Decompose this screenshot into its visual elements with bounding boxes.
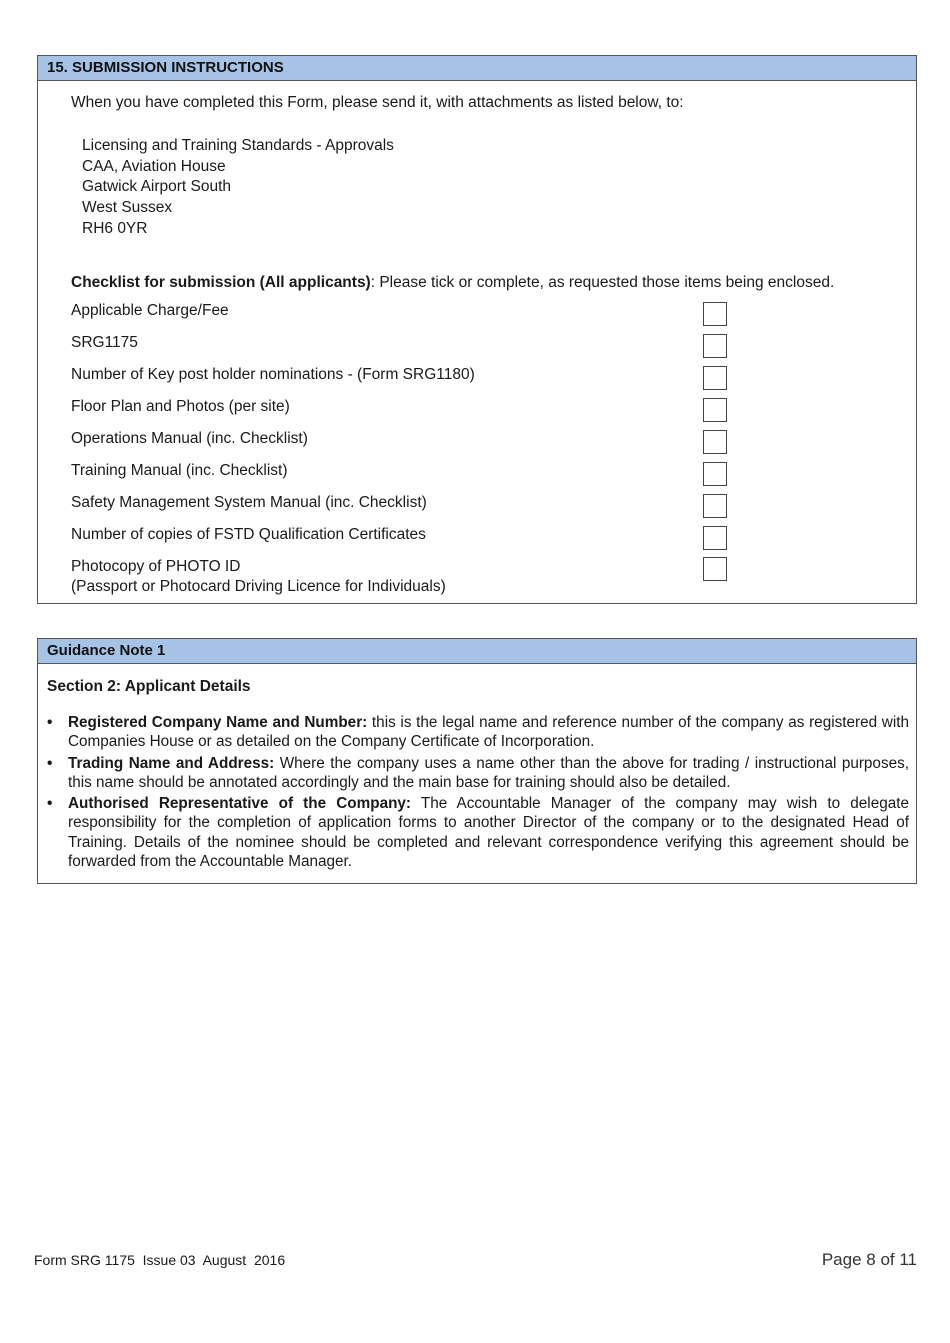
form-reference: Form SRG 1175 Issue 03 August 2016 <box>34 1252 286 1268</box>
postal-address <box>82 136 394 240</box>
checkbox-photo-id[interactable] <box>703 557 727 581</box>
guidance-note-section <box>37 638 917 884</box>
bullet-term: Registered Company Name and Number: <box>68 714 368 731</box>
guidance-bullet-item <box>47 754 909 793</box>
checkbox-operations-manual[interactable] <box>703 430 727 454</box>
checkbox-floor-plan[interactable] <box>703 398 727 422</box>
checklist-item-sublabel: (Passport or Photocard Driving Licence for Individuals) <box>71 577 446 595</box>
bullet-term: Authorised Representative of the Company: <box>68 795 412 813</box>
checklist-heading-rest: : Please tick or complete, as requested those items being enclosed. <box>370 274 835 291</box>
bullet-icon: • <box>47 795 53 813</box>
checkbox-fstd-certificates[interactable] <box>703 526 727 550</box>
checkbox-charge-fee[interactable] <box>703 302 727 326</box>
address-line: CAA, Aviation House <box>82 157 226 175</box>
checklist-item-photo-id <box>71 557 446 596</box>
address-line: Licensing and Training Standards - Approvals <box>82 137 394 154</box>
checklist-item-charge-fee <box>71 301 229 321</box>
checkbox-training-manual[interactable] <box>703 462 727 486</box>
guidance-section-heading: Section 2: Applicant Details <box>47 678 251 695</box>
checklist-item-label: Safety Management System Manual (inc. Checklist) <box>71 494 427 511</box>
bullet-icon: • <box>47 714 53 731</box>
page-number: Page 8 of 11 <box>821 1250 917 1269</box>
checkbox-key-post-holders[interactable] <box>703 366 727 390</box>
bullet-text: Where the company uses a name other than the above for trading / instructional purposes, this name should be annotated accordingly and the main base for training should also be detailed. <box>68 754 909 791</box>
address-line: Gatwick Airport South <box>82 178 232 196</box>
submission-instructions-section <box>37 55 917 604</box>
bullet-text: this is the legal name and reference number of the company as registered with Companies House or as detailed on the Company Certificate of Incorporation. <box>68 714 909 751</box>
checklist-heading <box>71 274 834 292</box>
guidance-note-title: Guidance Note 1 <box>38 639 916 664</box>
checklist-item-label: SRG1175 <box>71 334 138 351</box>
bullet-icon: • <box>47 754 53 772</box>
checklist-item-srg1175 <box>71 333 138 353</box>
checklist-item-sms-manual <box>71 493 427 513</box>
checklist-item-training-manual <box>71 461 288 481</box>
bullet-text: The Accountable Manager of the company may wish to delegate responsibility for the completion of application forms to another Director of the company or to the designated Head of Training. Details of the nominee should be completed and relevant correspondence verifying this agreement should be forwarded from the Accountable Manager. <box>68 795 909 871</box>
checklist-heading-bold: Checklist for submission (All applicants) <box>71 274 371 291</box>
section-15-title: 15. SUBMISSION INSTRUCTIONS <box>38 56 916 81</box>
checklist-item-label: Number of copies of FSTD Qualification Certificates <box>71 526 426 543</box>
checklist-item-operations-manual <box>71 429 308 449</box>
guidance-bullet-item <box>47 794 909 871</box>
guidance-bullet-item <box>47 713 909 752</box>
checklist-item-label: Applicable Charge/Fee <box>71 302 229 319</box>
checklist-item-label: Photocopy of PHOTO ID <box>71 558 241 575</box>
submission-intro-text: When you have completed this Form, please send it, with attachments as listed below, to: <box>71 94 684 111</box>
checklist-item-label: Training Manual (inc. Checklist) <box>71 462 288 479</box>
guidance-bullet-list <box>47 713 909 873</box>
checklist-item-key-post-holders <box>71 365 475 385</box>
checkbox-srg1175[interactable] <box>703 334 727 358</box>
address-line: RH6 0YR <box>82 219 148 237</box>
checklist-item-label: Operations Manual (inc. Checklist) <box>71 430 308 447</box>
checklist-item-label: Number of Key post holder nominations - (Form SRG1180) <box>71 366 475 383</box>
checklist-item-label: Floor Plan and Photos (per site) <box>71 398 290 415</box>
address-line: West Sussex <box>82 199 173 217</box>
checklist-item-fstd-certificates <box>71 525 426 545</box>
checkbox-sms-manual[interactable] <box>703 494 727 518</box>
bullet-term: Trading Name and Address: <box>68 754 275 772</box>
checklist-item-floor-plan <box>71 397 290 417</box>
